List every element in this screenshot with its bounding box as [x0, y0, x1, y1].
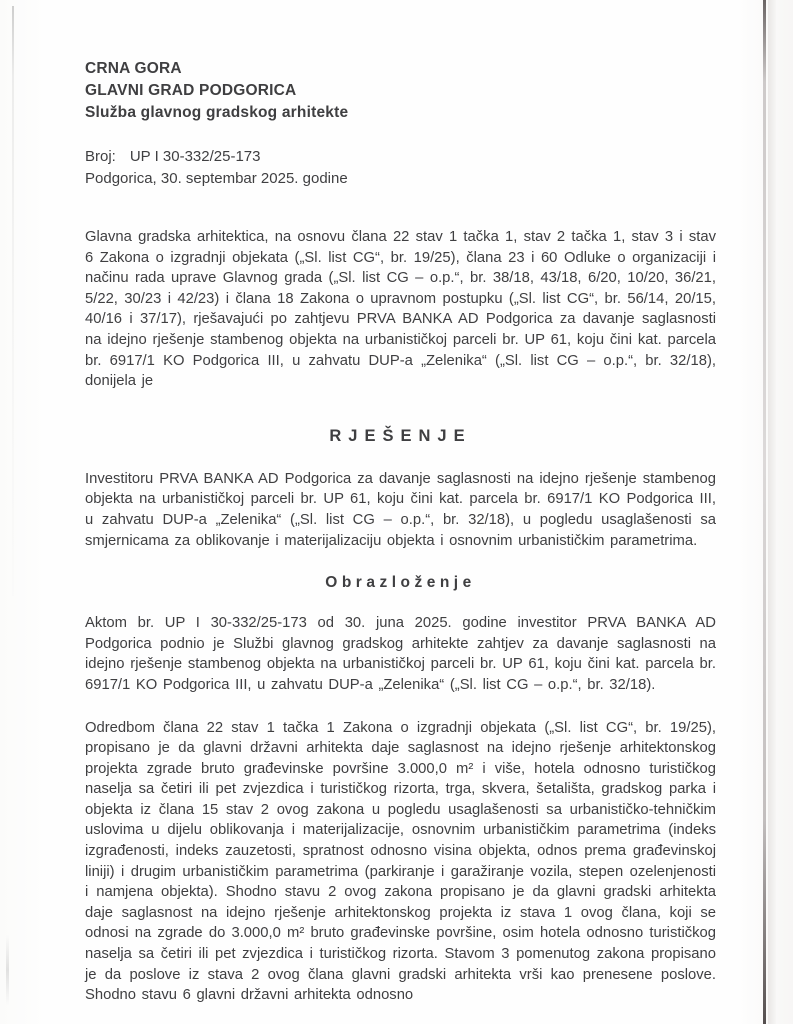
intro-paragraph: Glavna gradska arhitektica, na osnovu člana 22 stav 1 tačka 1, stav 2 tačka 1, stav 3 i stav 6 Zakona o izgradnji objekata („Sl. list CG“, br. 19/25), člana 23 i 60 Odluke o organizaciji i načinu rada uprave Glavnog grada („Sl. list CG – o.p.“, br. 38/18, 43/18, 6/20, 10/20, 36/21, 5/22, 30/23 i 42/23) i člana 18 Zakona o upravnom postupku („Sl. list CG“, br. 56/14, 20/15, 40/16 i 37/17), rješavajući po zahtjevu PRVA BANKA AD Podgorica za davanje saglasnosti na idejno rješenje stambenog objekta na urbanističkoj parceli br. UP 61, koju čini kat. parcela br. 6917/1 KO Podgorica III, u zahvatu DUP-a „Zelenika“ („Sl. list CG – o.p.“, br. 32/18), donijela je — [85, 229, 716, 390]
letterhead-city: GLAVNI GRAD PODGORICA — [85, 82, 297, 99]
document-meta — [85, 146, 716, 190]
letterhead — [85, 58, 716, 124]
rationale-paragraph: Aktom br. UP I 30-332/25-173 od 30. juna 2025. godine investitor PRVA BANKA AD Podgorica podnio je Službi glavnog gradskog arhitekte zahtjev za davanje saglasnosti na idejno rješenje stambenog objekta na urbanističkoj parceli br. UP 61, koju čini kat. parcela br. 6917/1 KO Podgorica III, u zahvatu DUP-a „Zelenika“ („Sl. list CG – o.p.“, br. 32/18). — [85, 615, 716, 693]
letterhead-country: CRNA GORA — [85, 60, 182, 77]
document-number-value: UP I 30-332/25-173 — [129, 148, 261, 165]
document-number-line — [85, 146, 716, 168]
letterhead-department: Služba glavnog gradskog arhitekte — [85, 104, 349, 121]
rationale-paragraph: Odredbom člana 22 stav 1 tačka 1 Zakona o izgradnji objekata („Sl. list CG“, br. 19/25), propisano je da glavni državni arhitekta daje saglasnost na idejno rješenje arhitektonskog projekta zgrade bruto građevinske površine 3.000,0 m² i više, hotela odnosno turističkog naselja sa četiri ili pet zvjezdica i turističkog rizorta, trga, skvera, šetališta, gradskog parka i objekta iz člana 15 stav 2 ovog zakona u pogledu usaglašenosti sa urbanističko-tehničkim uslovima u dijelu oblikovanja i materijalizacije, osnovnim urbanističkim parametrima (indeks izgrađenosti, indeks zauzetosti, spratnost odnosno visina objekta, odnos prema građevinskoj liniji) i drugim urbanističkim parametrima (parkiranje i garažiranje vozila, stepen ozelenjenosti i namjena objekta). Shodno stavu 2 ovog zakona propisano je da glavni gradski arhitekta daje saglasnost na idejno rješenje arhitektonskog projekta iz stava 1 ovog člana, koji se odnosi na zgrade do 3.000,0 m² bruto građevinske površine, osim hotela odnosno turističkog naselja sa četiri ili pet zvjezdica i turističkog rizorta. Stavom 3 pomenutog zakona propisano je da poslove iz stava 2 ovog člana glavni gradski arhitekta vrši kao prenesene poslove. Shodno stavu 6 glavni državni arhitekta odnosno — [85, 719, 716, 1004]
rationale-heading: Obrazloženje — [325, 574, 476, 592]
document-body — [85, 227, 716, 1006]
place-date-line: Podgorica, 30. septembar 2025. godine — [85, 170, 348, 187]
scan-edge-artifact — [763, 0, 766, 1024]
document-number-label: Broj: — [85, 148, 116, 165]
scan-edge-halo-artifact — [768, 0, 776, 1024]
decision-paragraph: Investitoru PRVA BANKA AD Podgorica za davanje saglasnosti na idejno rješenje stambenog objekta na urbanističkoj parceli br. UP 61, koju čini kat. parcela br. 6917/1 KO Podgorica III, u zahvatu DUP-a „Zelenika“ („Sl. list CG – o.p.“, br. 32/18), u pogledu usaglašenosti sa smjernicama za oblikovanje i materijalizaciju objekta i osnovnim urbanističkim parametrima. — [85, 470, 716, 549]
decision-heading: RJEŠENJE — [329, 426, 472, 445]
